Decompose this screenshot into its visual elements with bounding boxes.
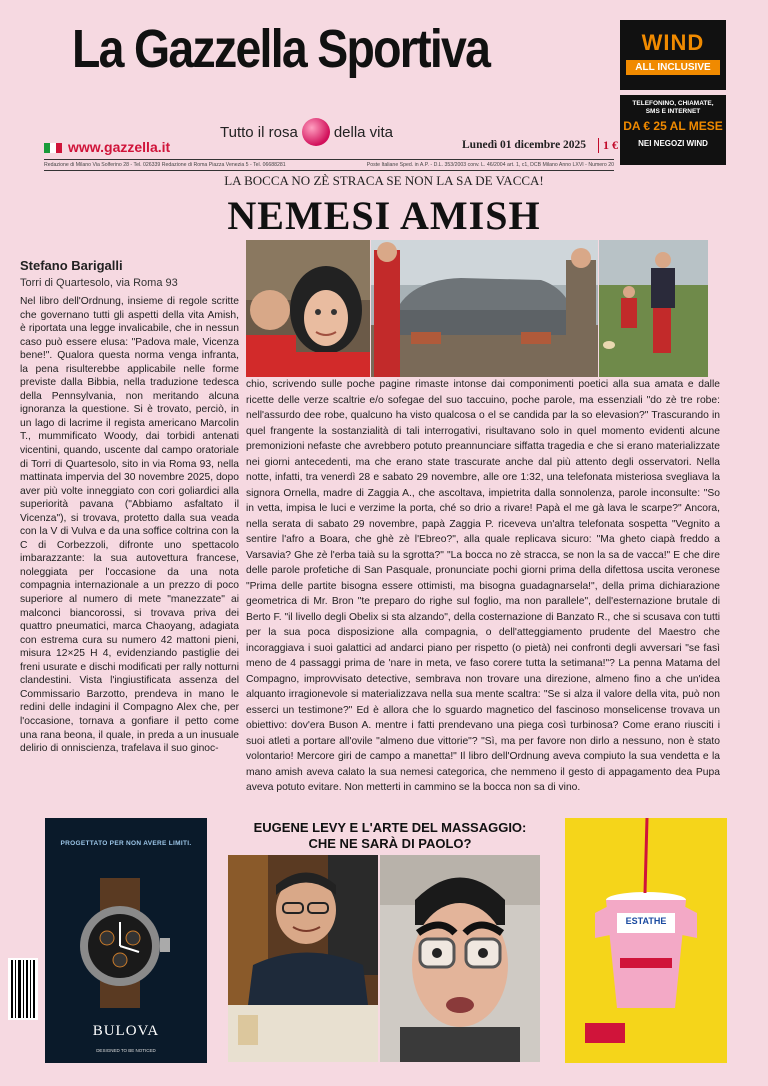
bottom-title-line2: CHE NE SARÀ DI PAOLO?	[308, 836, 472, 851]
info-left: Redazione di Milano Via Solferino 28 - Tel. 026339 Redazione di Roma Piazza Venezia 5 - Tel. 06688281	[44, 162, 286, 168]
barcode-icon	[8, 958, 38, 1020]
masthead-title: La Gazzella Sportiva	[72, 19, 490, 79]
article-location: Torri di Quartesolo, via Roma 93	[20, 277, 178, 289]
bulova-top-text: PROGETTATO PER NON AVERE LIMITI.	[60, 840, 192, 847]
estathe-cup-icon	[565, 818, 727, 1063]
wind-logo: WIND	[641, 30, 705, 55]
estathe-ad[interactable]	[565, 818, 727, 1063]
wind-price: DA € 25 AL MESE	[623, 119, 723, 133]
photo-rugby-match	[599, 240, 708, 377]
tagline-right: della vita	[333, 123, 394, 141]
photo-car-on-bricks	[371, 240, 598, 377]
bulova-brand: BULOVA	[92, 1023, 160, 1039]
article-column-1	[20, 295, 239, 810]
website-link[interactable]: www.gazzella.it	[68, 139, 171, 155]
article-kicker: LA BOCCA NO ZÈ STRACA SE NON LA SA DE VACCA!	[224, 173, 544, 188]
wind-sub: ALL INCLUSIVE	[626, 60, 720, 75]
article-col2-text: chio, scrivendo sulle poche pagine rimaste intonse dai componimenti poetici alla sua amata e dalle ricette delle verze scaltrie e/o sofegae del suo taccuino, poche parole, ma essenziali "do zè tre robe: nell'assurdo dee robe, qualcuno ha visto qualcosa o el se candida par la so elevasion?" Trascurando in quel frangente la sostanzialità di tali interrogativi, risultavano solo in quel momento evidenti alcune premonizioni nefaste che avrebbero potuto preannunciare siffatta tragedia e che si erano materializzate nei giorni antecedenti, ma che erano state trascurate anche dal più attento degli osservatori. Nella notte, infatti, tra venerdì 28 e sabato 29 novembre, alle ore 1:32, una telefonata misteriosa svegliava la signora Ornella, madre di Zaggia A., che ascoltava, impietrita dalla sonnolenza, parole inconsulte: "So in vetta, impisa le luci e verzime la porta, ché so drio a rivare! Papà el me gà lava le scarpe?" Ancora, nella serata di sabato 29 novembre, papà Zaggia P. riceveva un'altra telefonata sospetta "Vegnito a sentire l'afro a Boara, che ghè zè l'Ebreo?", alla quale replicava sicuro: "Ma gheto ciapà freddo a Varsavia? Ghe zè l'erba taià su la sgrotta?" "La bocca no zè stracca, se non la sa de vacca!" E che dire delle parole profetiche di San Pasquale, pronunciate pochi giorni prima della difettosa uscita veronese "Prima delle partite bisogna essere ottimisti, ma bisogna guadagnarsela!", della prima dichiarazione geometrica di Mr. Bron "te preparo do righe sul foglio, ma non parallele", dell'esternazione brutale di Berto F. "il livello degli Obelix si sta alzando", della costernazione di Banzato R., che si scusava con tutti per la sua poca disposizione alla compagnia, o dell'atteggiamento prudente del Maestro che incoraggiava i suoi galattici ad andarci piano per rispetto (o pietà) nei confronti degli avversari "se fasì meno de 4 passaggi prima de 'nare in meta, ve faso corere tutta la setimana!"? La penna Matama del Compagno, improvvisato detective, sembrava non trovare una direzione, almeno fino a che un'idea alquanto irragionevole si materializzava nella sua mente scaltra: "Se si alza il valore della vita, può non esserci un testimone?" Ed è allora che lo sguardo magnetico del fascinoso monselicense trovava un obiettivo: dov'era Buson A. mentre i fatti prendevano una piega così turbinosa? Come erano riusciti i suoi atleti a portare all'ovile "almeno due vittorie"? "Sì, ma per favore non dirlo a nessuno, non è stato volontario! Mercore giri de campo a manetta!" Il libro dell'Ordnung aveva compiuto la sua vendetta e la mano amish aveva calato la sua nemesi categorica, che nemmeno il gesto di appagamento dea Pupa aveva potuto evitare. Non metterti in cammino se la bocca non sa di vino.	[246, 379, 720, 793]
article-author: Stefano Barigalli	[20, 258, 123, 273]
tagline-left: Tutto il rosa	[220, 123, 298, 141]
info-right: Poste Italiane Sped. in A.P. - D.L. 353/2003 conv. L. 46/2004 art. 1, c1, DCB Milano Anno LXVI - Numero 20	[366, 162, 614, 168]
wind-ad-logo[interactable]	[620, 20, 726, 90]
italian-flag-icon	[44, 143, 62, 153]
article-col1-text: Nel libro dell'Ordnung, insieme di regole scritte che governano tutti gli aspetti della vita Amish, è riportata una legge invalicabile, che in nessun caso può essere elusa: "Padova male, Vicenza bene!". Qualora questa norma venga infranta, la pena risulterebbe applicabile nelle forme previste dalla Bibbia, nella traduzione tedesca della Pennsylvania, non meritando alcuna ignoranza la questione. Si è trovato, perciò, in un lago di lacrime il regista americano Marcolin T., mummificato Woody, dai torbidi antenati vicentini, quando, uscente dal campo oratoriale di Torri di Quartesolo, sito in via Roma 93, nella mattinata impervia del 30 novembre 2025, dopo aver più volte inneggiato con cori goliardici alla superiorità pavana ("Abbiamo asfaltato il Vicenza"), si trovava, protetto dalla sua veada con la V di Vulva e da una soffice coltrina con la C di Corbezzoli, difronte uno spettacolo imbarazzante: la sua autovettura francese, noleggiata per l'occasione da una nota compagnia internazionale a un prezzo di poco superiore al numero di mete "manezzate" ai malconci biancorossi, si trovava priva dei quattro pneumatici, marca Chaoyang, adagiata con estrema cura su numero 42 mattoni pieni, misura 12×25 H 4, evidenziando pastiglie dei freni usurate e dischi modificati per rally notturni clandestini. Vista l'ingiustificata assenza del Commissario Barzotto, prendeva in mano le redini delle indagini il Compagno Alex che, per l'occasione, tornava a gonfiare il petto come una rana beona, il quale, in preda a un inusuale delirio di onniscienza, trafelava il suo ginoc-	[20, 296, 239, 755]
issue-price: 1 €	[598, 138, 618, 153]
issue-date: Lunedì 01 dicembre 2025	[462, 139, 587, 151]
photo-young-rugby-player	[246, 240, 370, 377]
masthead-info-line	[44, 159, 614, 171]
bulova-tagline: DESIGNED TO BE NOTICED	[96, 1048, 156, 1053]
bulova-ad[interactable]	[45, 818, 207, 1063]
bottom-title-line1: EUGENE LEVY E L'ARTE DEL MASSAGGIO:	[253, 820, 527, 835]
article-headline: NEMESI AMISH	[227, 193, 541, 238]
wind-ad-offer[interactable]	[620, 95, 726, 165]
pink-ball-logo-icon	[302, 118, 330, 146]
photo-man-glasses-smiling	[228, 855, 378, 1062]
bottom-story-title	[240, 820, 540, 852]
estathe-brand: ESTATHE	[625, 916, 667, 926]
photo-eugene-levy	[380, 855, 540, 1062]
watch-icon	[65, 878, 185, 1008]
masthead-tagline	[220, 118, 393, 146]
wind-line1: TELEFONINO, CHIAMATE,	[632, 100, 714, 107]
article-column-2	[246, 377, 720, 811]
wind-line3: NEI NEGOZI WIND	[638, 139, 708, 148]
wind-line2: SMS E INTERNET	[645, 108, 701, 115]
